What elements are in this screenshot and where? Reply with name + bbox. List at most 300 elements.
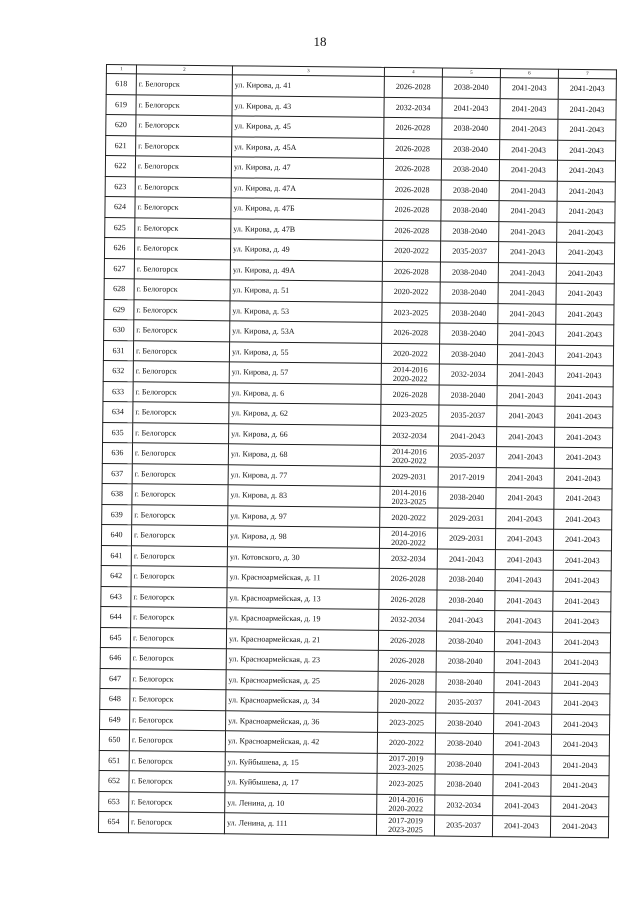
city-cell: г. Белогорск: [134, 320, 230, 342]
period-col5-cell: 2038-2040: [435, 753, 493, 774]
period-col7-cell: 2041-2043: [558, 119, 616, 140]
period-col6-cell: 2041-2043: [494, 693, 552, 714]
period-col7-cell: 2041-2043: [557, 222, 615, 243]
row-number: 636: [102, 442, 132, 463]
row-number: 623: [105, 176, 135, 197]
city-cell: г. Белогорск: [135, 156, 231, 178]
city-cell: г. Белогорск: [134, 279, 230, 301]
period-col7-cell: 2041-2043: [554, 447, 612, 468]
period-col5-cell: 2038-2040: [436, 630, 494, 651]
period-col7-cell: 2041-2043: [551, 734, 609, 755]
period-col4-value: 2023-2025: [393, 307, 429, 318]
period-col4-value: 2020-2022: [394, 246, 429, 256]
period-col4-cell: [377, 753, 435, 774]
address-cell: ул. Куйбышева, д. 15: [225, 751, 377, 773]
period-col4-cell: [376, 814, 434, 835]
address-cell: ул. Красноармейская, д. 13: [227, 587, 379, 609]
row-number: 622: [105, 156, 135, 177]
period-col4-value: 2020-2022: [391, 455, 427, 466]
period-col4-value: 2026-2028: [393, 328, 429, 338]
column-header: 3: [232, 66, 384, 77]
city-cell: г. Белогорск: [132, 504, 228, 526]
city-cell: г. Белогорск: [132, 463, 228, 485]
period-col7-cell: 2041-2043: [556, 283, 614, 304]
address-cell: ул. Кирова, д. 66: [229, 423, 381, 445]
period-col4-cell: [381, 404, 439, 425]
period-col4-cell: [380, 507, 438, 528]
row-number: 631: [103, 340, 133, 361]
row-number: 632: [103, 360, 133, 381]
period-col7-cell: 2041-2043: [552, 673, 610, 694]
city-cell: г. Белогорск: [129, 750, 225, 772]
address-cell: ул. Кирова, д. 68: [228, 444, 380, 466]
period-col4-value: 2020-2022: [392, 373, 428, 384]
row-number: 624: [105, 196, 135, 217]
period-col6-cell: 2041-2043: [500, 139, 558, 160]
period-col6-cell: 2041-2043: [500, 119, 558, 140]
row-number: 618: [106, 74, 136, 95]
period-col6-cell: 2041-2043: [495, 549, 553, 570]
city-cell: г. Белогорск: [136, 74, 232, 96]
row-number: 628: [104, 278, 134, 299]
table-body: [98, 74, 616, 838]
column-header: 7: [558, 69, 616, 79]
period-col7-cell: 2041-2043: [557, 181, 615, 202]
city-cell: г. Белогорск: [129, 791, 225, 813]
period-col4-value: 2026-2028: [390, 635, 425, 646]
period-col4-value: 2014-2016: [391, 487, 427, 498]
period-col6-cell: 2041-2043: [492, 816, 550, 837]
period-col5-cell: 2038-2040: [438, 487, 496, 508]
city-cell: г. Белогорск: [130, 648, 226, 670]
city-cell: г. Белогорск: [132, 484, 228, 506]
period-col7-cell: 2041-2043: [555, 365, 613, 386]
row-number: 645: [100, 627, 130, 648]
period-col4-cell: [383, 158, 441, 179]
row-number: 640: [101, 524, 131, 545]
city-cell: г. Белогорск: [135, 176, 231, 198]
period-col4-cell: [378, 630, 436, 651]
period-col7-cell: 2041-2043: [553, 529, 611, 550]
column-header: 5: [442, 68, 500, 78]
period-col4-cell: [380, 466, 438, 487]
period-col7-cell: 2041-2043: [552, 714, 610, 735]
period-col4-value: 2020-2022: [389, 738, 424, 748]
period-col4-cell: [377, 773, 435, 794]
period-col4-cell: [379, 568, 437, 589]
period-col4-value: 2026-2028: [390, 594, 426, 605]
period-col6-cell: 2041-2043: [498, 303, 556, 324]
period-col5-cell: 2032-2034: [435, 794, 493, 815]
page-number: 18: [313, 34, 327, 49]
period-col4-value: 2023-2025: [392, 410, 428, 420]
row-number: 653: [99, 791, 129, 812]
city-cell: г. Белогорск: [133, 402, 229, 424]
row-number: 654: [98, 811, 128, 832]
period-col7-cell: 2041-2043: [554, 488, 612, 509]
period-col6-cell: 2041-2043: [494, 672, 552, 693]
period-col4-cell: [379, 548, 437, 569]
period-col5-cell: 2035-2037: [438, 446, 496, 467]
row-number: 629: [104, 299, 134, 320]
period-col6-cell: 2041-2043: [494, 713, 552, 734]
row-number: 652: [99, 770, 129, 791]
city-cell: г. Белогорск: [133, 422, 229, 444]
period-col4-cell: [383, 199, 441, 220]
period-col6-cell: 2041-2043: [493, 795, 551, 816]
period-col6-cell: 2041-2043: [493, 754, 551, 775]
period-col5-cell: 2038-2040: [442, 118, 500, 139]
period-col4-value: 2014-2016: [392, 446, 427, 457]
period-col6-cell: 2041-2043: [497, 406, 555, 427]
period-col4-value: 2023-2025: [388, 779, 424, 789]
address-cell: ул. Кирова, д. 97: [228, 505, 380, 527]
period-col4-value: 2032-2034: [390, 553, 426, 564]
city-cell: г. Белогорск: [131, 607, 227, 629]
period-col5-cell: 2041-2043: [442, 98, 500, 119]
address-cell: ул. Красноармейская, д. 42: [225, 731, 377, 753]
period-col6-cell: 2041-2043: [496, 467, 554, 488]
city-cell: г. Белогорск: [129, 730, 225, 752]
address-cell: ул. Красноармейская, д. 19: [227, 608, 379, 630]
period-col7-cell: 2041-2043: [557, 201, 615, 222]
row-number: 647: [100, 668, 130, 689]
city-cell: г. Белогорск: [130, 709, 226, 731]
city-cell: г. Белогорск: [131, 525, 227, 547]
period-col7-cell: 2041-2043: [553, 550, 611, 571]
city-cell: г. Белогорск: [135, 197, 231, 219]
period-col4-cell: [380, 486, 438, 507]
period-col4-value: 2014-2016: [388, 795, 424, 805]
period-col4-value: 2026-2028: [395, 143, 431, 154]
period-col4-value: 2017-2019: [388, 815, 423, 826]
period-col7-cell: 2041-2043: [556, 324, 614, 345]
period-col6-cell: 2041-2043: [498, 283, 556, 304]
period-col7-cell: 2041-2043: [558, 140, 616, 161]
period-col5-cell: 2038-2040: [441, 180, 499, 201]
period-col4-value: 2020-2022: [391, 512, 427, 523]
period-col5-cell: 2038-2040: [435, 774, 493, 795]
period-col4-cell: [379, 527, 437, 548]
period-col5-cell: 2038-2040: [436, 671, 494, 692]
address-cell: ул. Кирова, д. 53А: [230, 321, 382, 343]
period-col5-cell: 2032-2034: [439, 364, 497, 385]
housing-repair-table: [98, 64, 617, 838]
period-col5-cell: 2038-2040: [435, 733, 493, 754]
period-col5-cell: 2035-2037: [440, 241, 498, 262]
period-col6-cell: 2041-2043: [494, 652, 552, 673]
row-number: 648: [100, 688, 130, 709]
row-number: 633: [103, 381, 133, 402]
column-header: 1: [106, 65, 136, 74]
city-cell: г. Белогорск: [130, 668, 226, 690]
period-col5-cell: 2038-2040: [440, 323, 498, 344]
city-cell: г. Белогорск: [131, 545, 227, 567]
period-col6-cell: 2041-2043: [495, 590, 553, 611]
city-cell: г. Белогорск: [128, 812, 224, 834]
period-col7-cell: 2041-2043: [554, 509, 612, 530]
period-col4-cell: [381, 384, 439, 405]
address-cell: ул. Кирова, д. 49: [230, 239, 382, 261]
period-col5-cell: 2035-2037: [439, 405, 497, 426]
period-col4-value: 2026-2028: [394, 205, 430, 215]
period-col4-cell: [378, 671, 436, 692]
period-col5-cell: 2038-2040: [436, 712, 494, 733]
row-number: 641: [101, 545, 131, 566]
period-col6-cell: 2041-2043: [500, 78, 558, 99]
period-col5-cell: 2035-2037: [436, 692, 494, 713]
period-col4-cell: [378, 712, 436, 733]
row-number: 635: [103, 422, 133, 443]
period-col7-cell: 2041-2043: [555, 406, 613, 427]
period-col4-value: 2017-2019: [388, 754, 424, 764]
address-cell: ул. Ленина, д. 10: [225, 792, 377, 814]
period-col4-value: 2014-2016: [392, 364, 428, 375]
period-col7-cell: 2041-2043: [555, 427, 613, 448]
period-col6-cell: 2041-2043: [499, 180, 557, 201]
address-cell: ул. Кирова, д. 55: [229, 341, 381, 363]
period-col5-cell: 2038-2040: [436, 651, 494, 672]
period-col6-cell: 2041-2043: [494, 631, 552, 652]
period-col7-cell: 2041-2043: [553, 570, 611, 591]
period-col4-cell: [380, 445, 438, 466]
row-number: 627: [104, 258, 134, 279]
address-cell: ул. Кирова, д. 6: [229, 382, 381, 404]
address-cell: ул. Кирова, д. 53: [230, 300, 382, 322]
address-cell: ул. Кирова, д. 43: [232, 95, 384, 117]
period-col6-cell: 2041-2043: [493, 734, 551, 755]
period-col4-value: 2026-2028: [395, 123, 431, 133]
city-cell: г. Белогорск: [129, 771, 225, 793]
period-col7-cell: 2041-2043: [552, 632, 610, 653]
row-number: 620: [106, 115, 136, 136]
period-col7-cell: 2041-2043: [553, 611, 611, 632]
city-cell: г. Белогорск: [133, 340, 229, 362]
period-col7-cell: 2041-2043: [550, 816, 608, 837]
row-number: 638: [102, 483, 132, 504]
table-row: [98, 811, 608, 837]
period-col6-cell: 2041-2043: [495, 570, 553, 591]
address-cell: ул. Кирова, д. 47В: [231, 218, 383, 240]
period-col5-cell: 2038-2040: [439, 344, 497, 365]
address-cell: ул. Кирова, д. 47А: [231, 177, 383, 199]
period-col4-value: 2020-2022: [393, 348, 428, 359]
row-number: 646: [100, 647, 130, 668]
city-cell: г. Белогорск: [130, 627, 226, 649]
city-cell: г. Белогорск: [136, 94, 232, 116]
period-col4-cell: [382, 322, 440, 343]
period-col6-cell: 2041-2043: [497, 385, 555, 406]
address-cell: ул. Кирова, д. 49А: [230, 259, 382, 281]
period-col5-cell: 2035-2037: [434, 815, 492, 836]
period-col6-cell: 2041-2043: [498, 242, 556, 263]
address-cell: ул. Ленина, д. 111: [224, 813, 376, 835]
period-col4-cell: [383, 220, 441, 241]
period-col4-value: 2026-2028: [389, 676, 425, 687]
period-col7-cell: 2041-2043: [552, 652, 610, 673]
row-number: 644: [101, 606, 131, 627]
row-number: 650: [99, 729, 129, 750]
period-col4-cell: [377, 732, 435, 753]
period-col7-cell: 2041-2043: [556, 304, 614, 325]
period-col5-cell: 2038-2040: [440, 262, 498, 283]
city-cell: г. Белогорск: [136, 135, 232, 157]
address-cell: ул. Кирова, д. 51: [230, 280, 382, 302]
period-col4-cell: [383, 179, 441, 200]
period-col4-cell: [384, 138, 442, 159]
period-col4-value: 2023-2025: [388, 763, 424, 773]
column-header: 6: [500, 69, 558, 79]
period-col4-cell: [381, 363, 439, 384]
row-number: 634: [103, 401, 133, 422]
period-col5-cell: 2038-2040: [437, 589, 495, 610]
period-col4-value: 2026-2028: [395, 164, 430, 174]
address-cell: ул. Кирова, д. 47: [231, 157, 383, 179]
period-col7-cell: 2041-2043: [556, 242, 614, 263]
row-number: 619: [106, 94, 136, 115]
period-col6-cell: 2041-2043: [498, 324, 556, 345]
period-col7-cell: 2041-2043: [555, 345, 613, 366]
city-cell: г. Белогорск: [131, 566, 227, 588]
period-col5-cell: 2038-2040: [441, 200, 499, 221]
city-cell: г. Белогорск: [135, 217, 231, 239]
period-col4-value: 2026-2028: [389, 656, 425, 666]
period-col7-cell: 2041-2043: [551, 775, 609, 796]
period-col4-cell: [382, 240, 440, 261]
period-col7-cell: 2041-2043: [555, 386, 613, 407]
period-col7-cell: 2041-2043: [557, 160, 615, 181]
period-col7-cell: 2041-2043: [551, 796, 609, 817]
period-col4-cell: [379, 589, 437, 610]
period-col4-value: 2026-2028: [395, 82, 431, 92]
address-cell: ул. Кирова, д. 45А: [232, 136, 384, 158]
period-col7-cell: 2041-2043: [552, 693, 610, 714]
address-cell: ул. Красноармейская, д. 36: [226, 710, 378, 732]
period-col6-cell: 2041-2043: [496, 508, 554, 529]
period-col7-cell: 2041-2043: [558, 99, 616, 120]
period-col5-cell: 2038-2040: [442, 77, 500, 98]
period-col6-cell: 2041-2043: [500, 98, 558, 119]
city-cell: г. Белогорск: [132, 443, 228, 465]
address-cell: ул. Красноармейская, д. 34: [226, 690, 378, 712]
period-col5-cell: 2041-2043: [439, 426, 497, 447]
row-number: 630: [104, 319, 134, 340]
period-col6-cell: 2041-2043: [496, 447, 554, 468]
period-col6-cell: 2041-2043: [495, 611, 553, 632]
period-col4-cell: [377, 794, 435, 815]
period-col6-cell: 2041-2043: [497, 344, 555, 365]
period-col5-cell: 2041-2043: [437, 610, 495, 631]
address-cell: ул. Красноармейская, д. 21: [226, 628, 378, 650]
period-col5-cell: 2029-2031: [438, 507, 496, 528]
city-cell: г. Белогорск: [134, 238, 230, 260]
period-col6-cell: 2041-2043: [499, 201, 557, 222]
period-col4-cell: [381, 425, 439, 446]
address-cell: ул. Кирова, д. 47Б: [231, 198, 383, 220]
period-col4-value: 2026-2028: [390, 574, 426, 584]
address-cell: ул. Кирова, д. 41: [232, 75, 384, 97]
period-col7-cell: 2041-2043: [556, 263, 614, 284]
period-col5-cell: 2038-2040: [441, 221, 499, 242]
address-cell: ул. Куйбышева, д. 17: [225, 772, 377, 794]
period-col5-cell: 2038-2040: [442, 139, 500, 160]
city-cell: г. Белогорск: [136, 115, 232, 137]
period-col4-value: 2029-2031: [391, 471, 427, 482]
period-col5-cell: 2038-2040: [440, 303, 498, 324]
period-col4-value: 2020-2022: [391, 537, 426, 548]
period-col7-cell: 2041-2043: [553, 591, 611, 612]
address-cell: ул. Котовского, д. 30: [227, 546, 379, 568]
row-number: 621: [106, 135, 136, 156]
period-col6-cell: 2041-2043: [497, 426, 555, 447]
period-col6-cell: 2041-2043: [499, 221, 557, 242]
period-col4-cell: [378, 691, 436, 712]
address-cell: ул. Кирова, д. 62: [229, 403, 381, 425]
row-number: 643: [101, 586, 131, 607]
period-col6-cell: 2041-2043: [496, 488, 554, 509]
period-col6-cell: 2041-2043: [498, 262, 556, 283]
city-cell: г. Белогорск: [134, 299, 230, 321]
period-col4-value: 2032-2034: [392, 430, 428, 441]
period-col4-cell: [384, 117, 442, 138]
period-col4-value: 2020-2022: [393, 287, 429, 297]
address-cell: ул. Красноармейская, д. 11: [227, 567, 379, 589]
period-col7-cell: 2041-2043: [551, 755, 609, 776]
city-cell: г. Белогорск: [130, 689, 226, 711]
period-col6-cell: 2041-2043: [493, 775, 551, 796]
period-col7-cell: 2041-2043: [554, 468, 612, 489]
period-col5-cell: 2041-2043: [437, 548, 495, 569]
row-number: 649: [100, 709, 130, 730]
address-cell: ул. Красноармейская, д. 25: [226, 669, 378, 691]
period-col4-cell: [381, 343, 439, 364]
period-col5-cell: 2038-2040: [437, 569, 495, 590]
address-cell: ул. Кирова, д. 45: [232, 116, 384, 138]
row-number: 639: [102, 504, 132, 525]
city-cell: г. Белогорск: [131, 586, 227, 608]
period-col4-value: 2020-2022: [388, 804, 424, 814]
address-cell: ул. Красноармейская, д. 23: [226, 649, 378, 671]
period-col4-cell: [379, 609, 437, 630]
period-col4-value: 2026-2028: [392, 389, 428, 400]
row-number: 625: [105, 217, 135, 238]
period-col4-cell: [384, 97, 442, 118]
period-col7-cell: 2041-2043: [558, 78, 616, 99]
row-number: 637: [102, 463, 132, 484]
period-col6-cell: 2041-2043: [495, 529, 553, 550]
period-col4-value: 2026-2028: [394, 225, 430, 236]
period-col4-value: 2023-2025: [389, 717, 424, 728]
period-col4-value: 2023-2025: [388, 824, 423, 835]
period-col4-cell: [382, 281, 440, 302]
period-col4-value: 2014-2016: [391, 528, 426, 539]
period-col4-value: 2032-2034: [390, 615, 426, 625]
period-col4-cell: [382, 261, 440, 282]
address-cell: ул. Кирова, д. 83: [228, 485, 380, 507]
column-header: 4: [384, 67, 442, 77]
period-col4-value: 2026-2028: [394, 184, 430, 195]
period-col5-cell: 2017-2019: [438, 467, 496, 488]
period-col5-cell: 2038-2040: [441, 159, 499, 180]
address-cell: ул. Кирова, д. 98: [227, 526, 379, 548]
period-col4-cell: [378, 650, 436, 671]
period-col4-value: 2020-2022: [389, 697, 425, 707]
period-col6-cell: 2041-2043: [499, 160, 557, 181]
address-cell: ул. Кирова, д. 57: [229, 362, 381, 384]
period-col4-value: 2026-2028: [393, 266, 429, 277]
period-col4-cell: [384, 76, 442, 97]
period-col4-value: 2023-2025: [391, 496, 427, 507]
